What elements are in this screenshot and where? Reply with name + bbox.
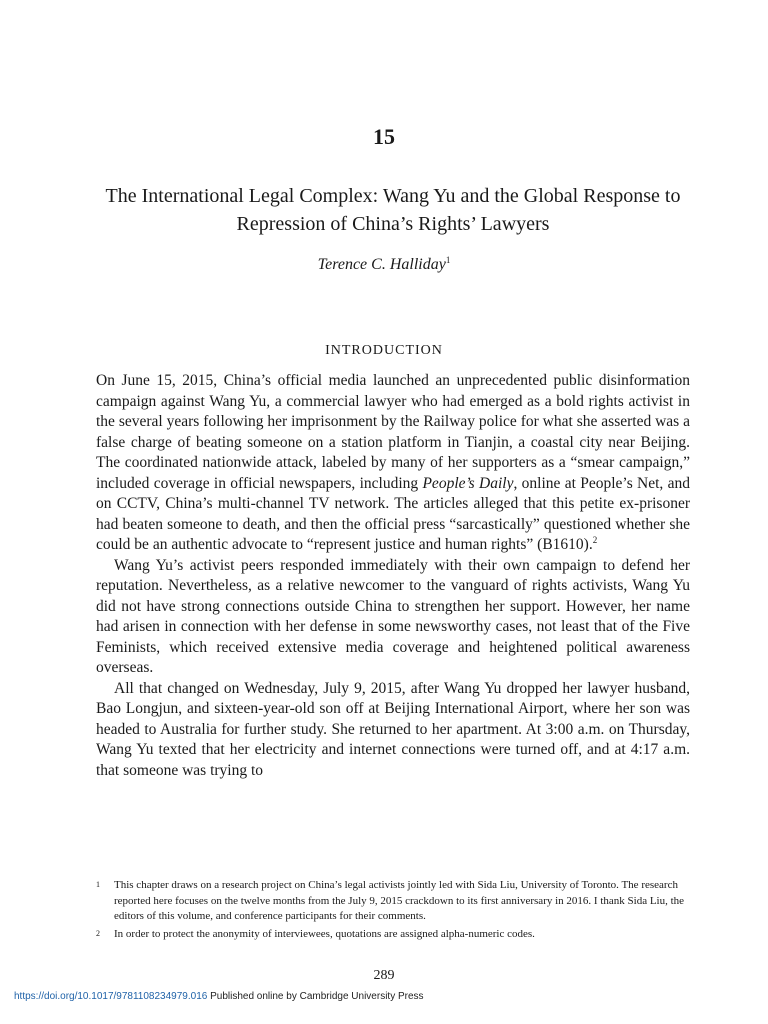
paragraph-1-text-b: , online at People’s Net, and on CCTV, China’s multi-channel TV network. The articles alleged that this petite ex-prisoner had beaten someone to death, and then the official press “sarcastically” questioned whether she could be an authentic advocate to “represent justice and human rights” (B1610).: [96, 474, 690, 553]
page-number: 289: [373, 968, 395, 983]
footnotes: [96, 878, 690, 944]
paragraph-1-text-a: On June 15, 2015, China’s official media launched an unprecedented public disinformation campaign against Wang Yu, a commercial lawyer who had emerged as a bold rights activist in the several years following her imprisonment by the Railway police for what she asserted was a false charge of beating someone on a station platform in Tianjin, a coastal city near Beijing. The coordinated nationwide attack, labeled by many of her supporters as a “smear campaign,” included coverage in official newspapers, including: [96, 372, 690, 492]
footnote-2: [96, 927, 690, 943]
footnote-ref-2[interactable]: 2: [592, 535, 598, 545]
footnote-1-text: This chapter draws on a research project on China’s legal activists jointly led with Sida Liu, University of Toronto. The research reported here focuses on the twelve months from the July 9, 2015 crackdown to its first anniversary in 2016. I thank Sida Liu, the editors of this volume, and conference participants for their comments.: [114, 879, 685, 922]
paragraph-3: All that changed on Wednesday, July 9, 2015, after Wang Yu dropped her lawyer husband, Bao Longjun, and sixteen-year-old son off at Beijing International Airport, where her son was headed to Australia for further study. She returned to her apartment. At 3:00 a.m. on Thursday, Wang Yu texted that her electricity and internet connections were turned off, and at 4:17 a.m. that someone was trying to: [96, 679, 690, 779]
body-text: [96, 371, 690, 781]
section-heading: INTRODUCTION: [325, 343, 443, 358]
footnote-1-mark: 1: [96, 880, 100, 889]
publisher-credit: Published online by Cambridge University Press: [210, 991, 424, 1002]
paragraph-1: [96, 371, 690, 556]
author-byline: [0, 256, 768, 274]
source-line: [14, 991, 424, 1002]
doi-link[interactable]: https://doi.org/10.1017/9781108234979.016: [14, 991, 208, 1002]
footnote-1: [96, 878, 690, 925]
footnote-2-text: In order to protect the anonymity of interviewees, quotations are assigned alpha-numeric codes.: [114, 927, 535, 940]
chapter-number: 15: [373, 124, 395, 149]
newspaper-title: People’s Daily: [422, 474, 514, 492]
footnote-2-mark: 2: [96, 928, 100, 938]
author-footnote-mark[interactable]: 1: [445, 255, 451, 265]
author-name: Terence C. Halliday: [317, 256, 446, 273]
chapter-title: The International Legal Complex: Wang Yu and the Global Response to Repression of China’s Rights’ Lawyers: [105, 185, 681, 235]
paragraph-2: Wang Yu’s activist peers responded immediately with their own campaign to defend her reputation. Nevertheless, as a relative newcomer to the vanguard of rights activists, Wang Yu did not have strong connections outside China to strengthen her support. However, her name had arisen in connection with her defense in some newsworthy cases, not least that of the Five Feminists, which received extensive media coverage and heightened political awareness overseas.: [96, 556, 690, 676]
